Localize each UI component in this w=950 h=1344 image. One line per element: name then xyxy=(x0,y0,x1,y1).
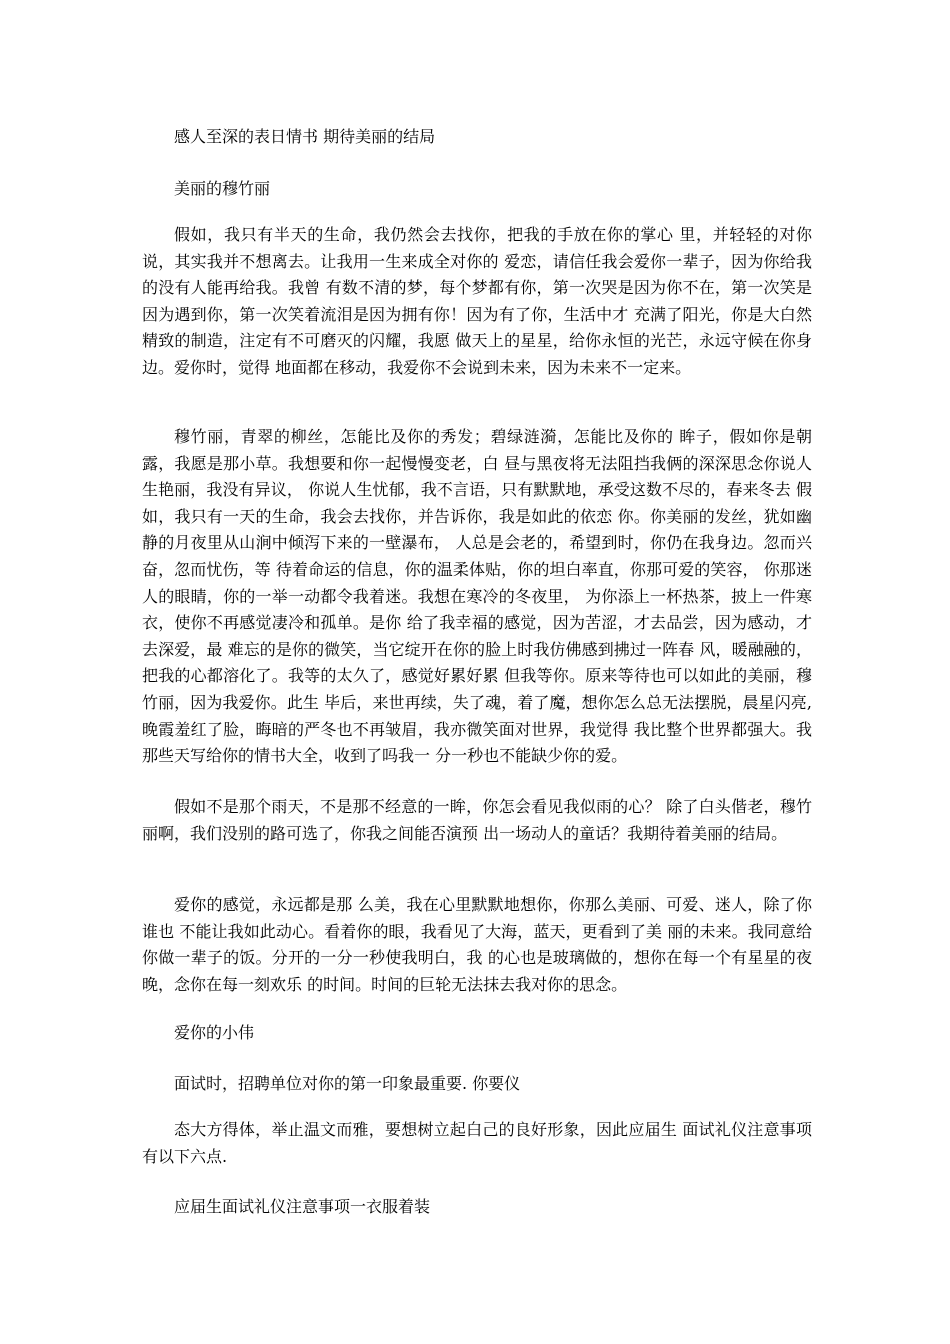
paragraph-3: 假如不是那个雨天，不是那不经意的一眸，你怎会看见我似雨的心？ 除了白头偕老，穆竹丽啊，我们没别的路可选了，你我之间能否演预 出一场动人的童话？我期待着美丽的结局。 xyxy=(142,797,812,843)
interview-body: 态大方得体，举止温文而雅，要想树立起白己的良好形象，因此应届生 面试礼仪注意事项有以下六点. xyxy=(142,1120,812,1166)
paragraph-4: 爱你的感觉，永远都是那 么美，我在心里默默地想你，你那么美丽、可爱、迷人，除了你谁也 不能让我如此动心。看着你的眼，我看见了大海，蓝天，更看到了美 丽的未来。我同意给你做一辈子的饭。分开的一分一秒使我明白，我 的心也是玻璃做的，想你在每一个有星星的夜晚，念你在每一刻欢乐 的时间。时间的巨轮无法抹去我对你的思念。 xyxy=(142,895,812,994)
paragraph-1: 假如，我只有半天的生命，我仍然会去找你，把我的手放在你的掌心 里，并轻轻的对你说，其实我并不想离去。让我用一生来成全对你的 爱恋，请信任我会爱你一辈子，因为你给我的没有人能再给我。我曾 有数不清的梦，每个梦都有你，第一次哭是因为你不在，第一次笑是 因为遇到你，第一次笑着流泪是因为拥有你！因为有了你，生活中才 充满了阳光，你是大白然精致的制造，注定有不可磨灭的闪耀，我愿 做天上的星星，给你永恒的光芒，永远守候在你身边。爱你时，觉得 地面都在移动，我爱你不会说到未来，因为未来不一定来。 xyxy=(142,225,812,377)
signature: 爱你的小伟 xyxy=(174,1023,255,1042)
section-heading: 应届生面试礼仪注意事项一衣服着装 xyxy=(174,1197,431,1216)
paragraph-2: 穆竹丽，青翠的柳丝，怎能比及你的秀发；碧绿涟漪，怎能比及你的 眸子，假如你是朝露，我愿是那小草。我想要和你一起慢慢变老，白 昼与黑夜将无法阻挡我俩的深深思念你说人生艳丽，我没有异议， 你说人生忧郁，我不言语，只有默默地，承受这数不尽的，春来冬去 假如，我只有一天的生命，我会去找你，并告诉你，我是如此的依恋 你。你美丽的发丝，犹如幽静的月夜里从山涧中倾泻下来的一壁瀑布， 人总是会老的，希望到时，你仍在我身边。忽而兴奋，忽而忧伤，等 待着命运的信息，你的温柔体贴，你的坦白率直，你那可爱的笑容， 你那迷人的眼睛，你的一举一动都令我着迷。我想在寒冷的冬夜里， 为你添上一杯热茶，披上一件寒衣，使你不再感觉凄冷和孤单。是你 给了我幸福的感觉，因为苦涩，才去品尝，因为感动，才去深爱，最 难忘的是你的微笑，当它绽开在你的脸上时我仿佛感到拂过一阵春 风，暖融融的，把我的心都溶化了。我等的太久了，感觉好累好累 但我等你。原来等待也可以如此的美丽，穆竹丽，因为我爱你。此生 毕后，来世再续，失了魂，着了魔，想你怎么总无法摆脱，晨星闪亮, 晚霞羞红了脸，晦暗的严冬也不再皱眉，我亦微笑面对世界，我觉得 我比整个世界都强大。我那些天写给你的情书大全，收到了吗我一 分一秒也不能缺少你的爱。 xyxy=(142,427,812,766)
document-title: 感人至深的表日情书 期待美丽的结局 xyxy=(174,127,436,146)
interview-intro: 面试时，招聘单位对你的第一印象最重要. 你要仪 xyxy=(174,1074,521,1093)
salutation: 美丽的穆竹丽 xyxy=(174,179,271,198)
